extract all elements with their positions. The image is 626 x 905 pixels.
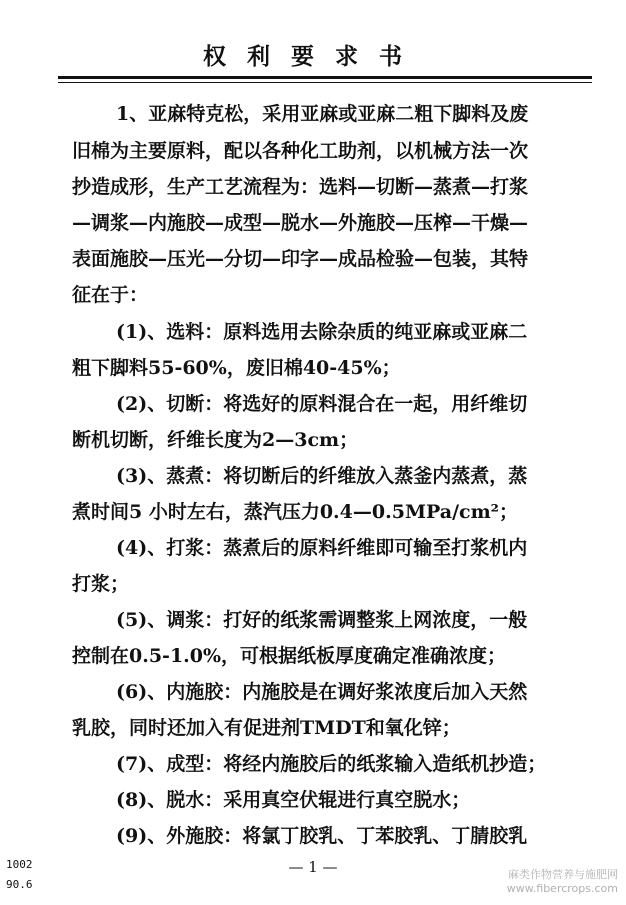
claim-line-18: 乳胶，同时还加入有促进剂TMDT和氧化锌； <box>72 717 461 739</box>
claim-line-17: (6)、内施胶：内施胶是在调好浆浓度后加入天然 <box>116 681 528 703</box>
claim-line-9: (2)、切断：将选好的原料混合在一起，用纤维切 <box>116 393 528 415</box>
claim-line-7: (1)、选料：原料选用去除杂质的纯亚麻或亚麻二 <box>116 321 528 343</box>
claim-line-15: (5)、调浆：打好的纸浆需调整浆上网浓度，一般 <box>116 609 528 631</box>
claim-line-4: —调浆—内施胶—成型—脱水—外施胶—压榨—干燥— <box>72 212 529 234</box>
claim-line-21: (9)、外施胶：将氯丁胶乳、丁苯胶乳、丁腈胶乳 <box>116 825 528 847</box>
claim-line-6: 征在于： <box>72 284 149 306</box>
claim-line-13: (4)、打浆：蒸煮后的原料纤维即可输至打浆机内 <box>116 537 528 559</box>
footer-code-1: 1002 <box>6 858 33 871</box>
claim-line-5: 表面施胶—压光—分切—印字—成品检验—包装，其特 <box>72 248 529 270</box>
footer-code-2: 90.6 <box>6 878 33 891</box>
claim-line-19: (7)、成型：将经内施胶后的纸浆输入造纸机抄造； <box>116 753 547 775</box>
watermark-url: www.fibercrops.com <box>506 882 618 895</box>
claim-line-3: 抄造成形，生产工艺流程为：选料—切断—蒸煮—打浆 <box>72 176 529 198</box>
claim-line-1: 1、亚麻特克松，采用亚麻或亚麻二粗下脚料及废 <box>116 103 529 125</box>
claim-line-10: 断机切断，纤维长度为2—3cm； <box>72 429 359 451</box>
document-title: 权利要求书 <box>203 43 423 70</box>
title-rule-thick <box>58 76 592 79</box>
claim-line-8: 粗下脚料55-60%，废旧棉40-45%； <box>72 357 401 379</box>
claim-line-2: 旧棉为主要原料，配以各种化工助剂，以机械方法一次 <box>72 140 529 162</box>
claim-line-16: 控制在0.5-1.0%，可根据纸板厚度确定准确浓度； <box>72 645 507 667</box>
title-rule-thin <box>58 82 592 83</box>
page-number: — 1 — <box>288 858 338 876</box>
claim-line-11: (3)、蒸煮：将切断后的纤维放入蒸釜内蒸煮，蒸 <box>116 465 528 487</box>
claim-line-14: 打浆； <box>72 573 130 595</box>
watermark-site-name: 麻类作物营养与施肥网 <box>508 868 618 881</box>
claim-line-20: (8)、脱水：采用真空伏辊进行真空脱水； <box>116 789 471 811</box>
claim-line-12: 煮时间5 小时左右，蒸汽压力0.4—0.5MPa/cm²； <box>72 501 518 523</box>
